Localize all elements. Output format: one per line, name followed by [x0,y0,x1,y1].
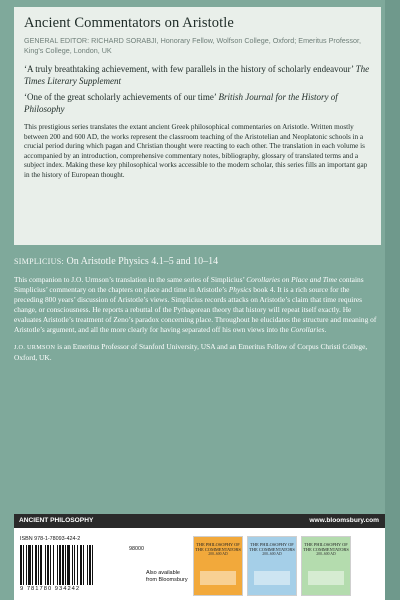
desc-text: . [324,325,327,335]
book-title: THE PHILOSOPHY OF THE COMMENTATORS [195,542,241,553]
book-thumbnail-3[interactable] [301,536,351,596]
desc-text: book 4. It is a rich source for the preceding 800 years’ discussion of Aristotle’s views. Simplicius records attacks on Aristotle’s claim that time requires change, or consciousness. He reports a rebuttal of the Pythagorean theory that history will repeat itself exactly. He evaluates Aristotle’s treatment of Zeno’s paradox concerning place. Throughout he elucidates the structure and meaning of Aristotle’s argument, and all the more clearly for having separated off his own views into the [14,285,377,335]
book-cover-art [254,571,290,585]
spine-edge [385,0,400,600]
translator-bio [14,342,377,363]
quote-source: The Times Literary Supplement [24,64,370,86]
book-title: THE PHILOSOPHY OF THE COMMENTATORS [303,542,349,553]
series-editor [24,36,371,56]
editor-caps: GENERAL EDITOR: RICHARD SORABJI, [24,36,159,45]
publisher-panel [14,514,385,600]
price-code: 98000 [129,546,144,552]
publisher-url[interactable]: www.bloomsbury.com [309,517,379,524]
category-label: ANCIENT PHILOSOPHY [19,517,94,524]
volume-section [14,256,377,363]
book-cover-art [200,571,236,585]
desc-italic: Corollaries on Place and Time [246,275,338,284]
book-cover-art [308,571,344,585]
quote-text: ‘One of the great scholarly achievements of our time’ [24,92,217,102]
series-panel [14,7,381,245]
desc-text: contains Simplicius’ commentary on the chapters on place and time in Aristotle’s [14,275,364,295]
book-dates: 200–600 AD [316,552,336,557]
also-available [146,570,188,584]
category-bar [14,514,385,528]
volume-description [14,275,377,336]
series-title: Ancient Commentators on Aristotle [24,15,234,31]
desc-italic: Physics [228,285,252,295]
barcode-bars [20,545,128,585]
quote-text: ‘A truly breathtaking achievement, with few parallels in the history of scholarly endeavour’ [24,64,354,74]
book-title: THE PHILOSOPHY OF THE COMMENTATORS [249,542,295,553]
series-blurb: This prestigious series translates the extant ancient Greek philosophical commentaries on Aristotle. Written mostly between 200 and 600 AD, the works represent the classroom teaching of the Aristotelian and Neoplatonic schools in a crucial period during which pagan and Christian thought were reacting to each other. The translation in each volume is accompanied by an introduction, comprehensive commentary notes, bibliography, glossary of translated terms and a subject index. Making these key philosophical works accessible to the modern scholar, this series fills an important gap in the history of European thought. [24,123,368,179]
volume-title-text: On Aristotle Physics 4.1–5 and 10–14 [63,256,219,267]
quote-source: British Journal for the History of Philosophy [24,92,338,114]
review-quote-2 [24,92,371,115]
review-quote-1 [24,64,371,87]
isbn-text: ISBN 978-1-78093-424-2 [20,536,81,542]
barcode [20,536,144,596]
volume-author: SIMPLICIUS: [14,257,64,266]
book-dates: 200–600 AD [208,552,228,557]
editor-affiliation: Honorary Fellow, Wolfson College, Oxford; Emeritus Professor, King's College, London, UK [24,36,361,55]
book-thumbnail-1[interactable] [193,536,243,596]
desc-text: This companion to J.O. Urmson’s translation in the same series of Simplicius’ [14,275,247,284]
translator-bio-text: is an Emeritus Professor of Stanford University, USA and an Emeritus Fellow of Corpus Christi College, Oxford, UK. [14,341,368,362]
barcode-stripe [93,545,95,585]
barcode-digits: 9 781780 934242 [20,586,81,592]
desc-italic: Corollaries [290,325,325,335]
also-line-1: Also available [146,570,180,576]
book-dates: 200–600 AD [262,552,282,557]
translator-name: J.O. URMSON [14,343,56,351]
book-thumbnail-2[interactable] [247,536,297,596]
also-line-2: from Bloomsbury [146,577,188,583]
volume-title [14,256,377,267]
